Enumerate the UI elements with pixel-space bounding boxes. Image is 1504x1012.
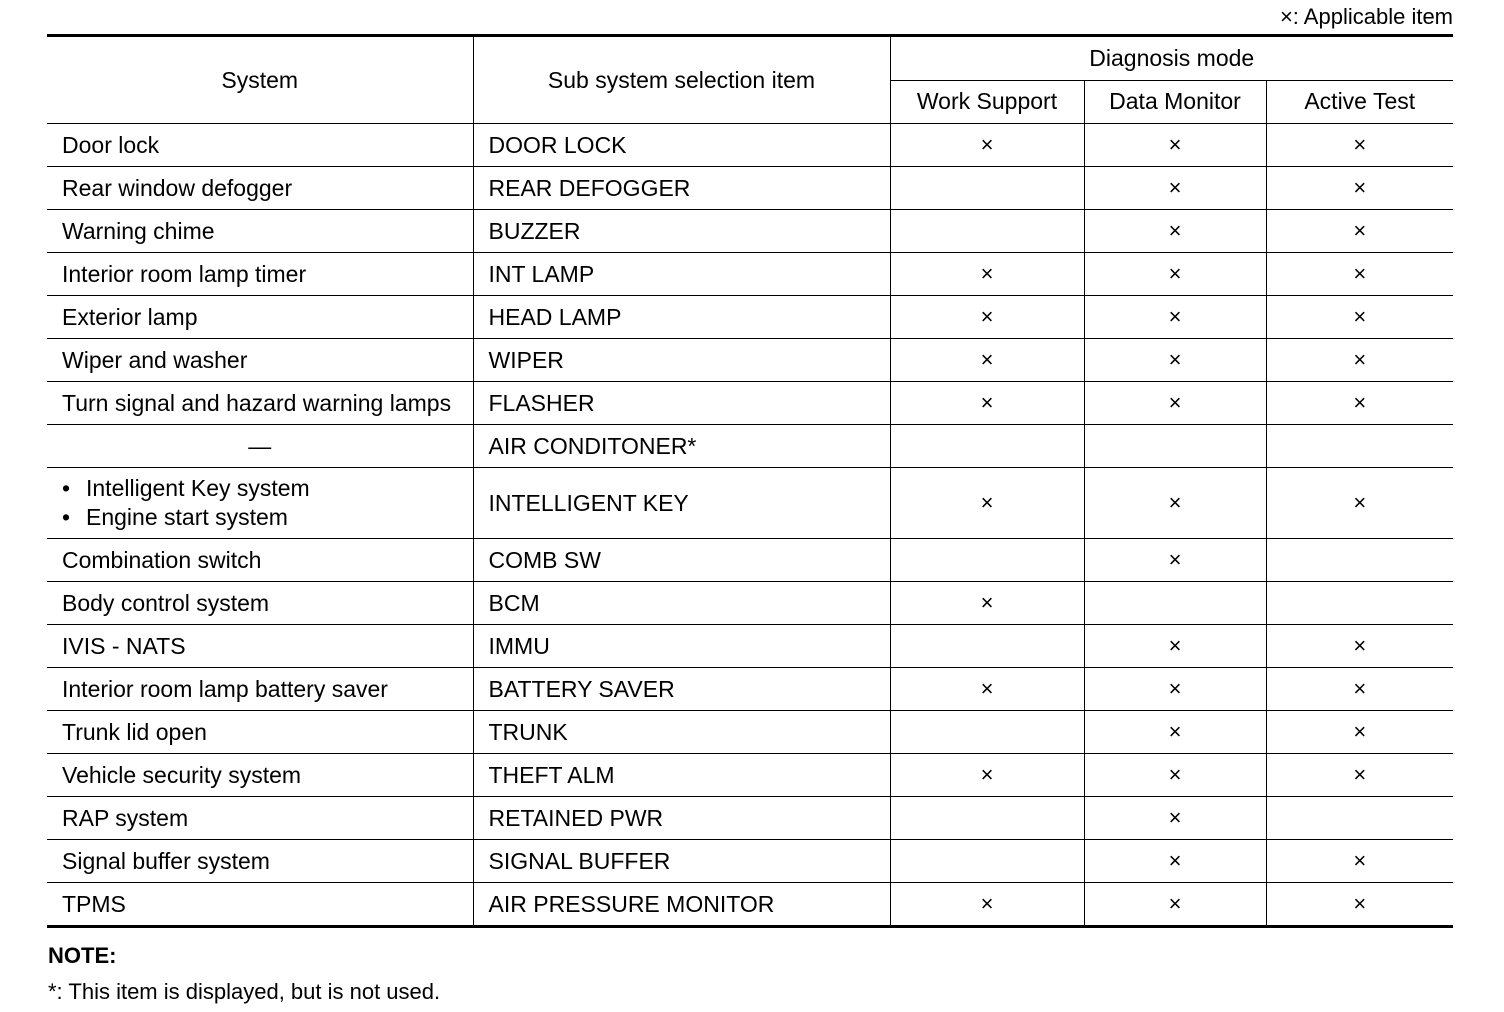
cell-system: TPMS xyxy=(47,883,473,927)
cell-active-test: × xyxy=(1266,625,1453,668)
cell-data-monitor: × xyxy=(1084,754,1266,797)
cell-sub-system: TRUNK xyxy=(473,711,890,754)
cell-data-monitor: × xyxy=(1084,124,1266,167)
cell-sub-system: WIPER xyxy=(473,339,890,382)
note-title: NOTE: xyxy=(48,943,117,968)
cell-sub-system: BATTERY SAVER xyxy=(473,668,890,711)
table-row xyxy=(47,382,1453,425)
cell-system: Warning chime xyxy=(47,210,473,253)
cell-work-support xyxy=(890,711,1084,754)
table-row xyxy=(47,167,1453,210)
header-work-support: Work Support xyxy=(890,80,1084,124)
cell-system: Interior room lamp timer xyxy=(47,253,473,296)
cell-work-support: × xyxy=(890,253,1084,296)
cell-work-support: × xyxy=(890,124,1084,167)
cell-system: Exterior lamp xyxy=(47,296,473,339)
cell-work-support: × xyxy=(890,296,1084,339)
cell-work-support: × xyxy=(890,382,1084,425)
cell-work-support: × xyxy=(890,582,1084,625)
cell-data-monitor xyxy=(1084,582,1266,625)
cell-system: Interior room lamp battery saver xyxy=(47,668,473,711)
header-system: System xyxy=(47,36,473,124)
diagnosis-table xyxy=(47,34,1453,928)
cell-work-support xyxy=(890,840,1084,883)
cell-work-support xyxy=(890,425,1084,468)
cell-system: Signal buffer system xyxy=(47,840,473,883)
table-row xyxy=(47,883,1453,927)
header-active-test: Active Test xyxy=(1266,80,1453,124)
cell-data-monitor: × xyxy=(1084,167,1266,210)
cell-active-test xyxy=(1266,539,1453,582)
cell-active-test xyxy=(1266,582,1453,625)
table-row xyxy=(47,797,1453,840)
header-diagnosis-mode: Diagnosis mode xyxy=(890,36,1453,81)
cell-system: Vehicle security system xyxy=(47,754,473,797)
table-row xyxy=(47,253,1453,296)
cell-sub-system: AIR CONDITONER* xyxy=(473,425,890,468)
header-data-monitor: Data Monitor xyxy=(1084,80,1266,124)
table-body xyxy=(47,124,1453,927)
cell-sub-system: DOOR LOCK xyxy=(473,124,890,167)
cell-data-monitor: × xyxy=(1084,382,1266,425)
cell-system: Door lock xyxy=(47,124,473,167)
cell-sub-system: AIR PRESSURE MONITOR xyxy=(473,883,890,927)
cell-data-monitor: × xyxy=(1084,668,1266,711)
cell-data-monitor: × xyxy=(1084,625,1266,668)
cell-sub-system: COMB SW xyxy=(473,539,890,582)
table-row xyxy=(47,625,1453,668)
table-row xyxy=(47,210,1453,253)
cell-work-support: × xyxy=(890,668,1084,711)
cell-work-support xyxy=(890,797,1084,840)
cell-work-support: × xyxy=(890,468,1084,539)
cell-system: Body control system xyxy=(47,582,473,625)
table-row xyxy=(47,296,1453,339)
cell-sub-system: FLASHER xyxy=(473,382,890,425)
cell-data-monitor: × xyxy=(1084,296,1266,339)
table-row xyxy=(47,582,1453,625)
cell-system: Wiper and washer xyxy=(47,339,473,382)
cell-sub-system: INT LAMP xyxy=(473,253,890,296)
cell-system: IVIS - NATS xyxy=(47,625,473,668)
cell-active-test: × xyxy=(1266,754,1453,797)
cell-data-monitor: × xyxy=(1084,253,1266,296)
cell-active-test: × xyxy=(1266,382,1453,425)
cell-data-monitor: × xyxy=(1084,840,1266,883)
cell-sub-system: REAR DEFOGGER xyxy=(473,167,890,210)
header-row xyxy=(47,36,1453,81)
cell-active-test: × xyxy=(1266,711,1453,754)
cell-data-monitor: × xyxy=(1084,339,1266,382)
table-row xyxy=(47,339,1453,382)
cell-data-monitor: × xyxy=(1084,468,1266,539)
cell-data-monitor: × xyxy=(1084,711,1266,754)
cell-system: Turn signal and hazard warning lamps xyxy=(47,382,473,425)
cell-work-support xyxy=(890,625,1084,668)
cell-active-test: × xyxy=(1266,253,1453,296)
cell-active-test xyxy=(1266,425,1453,468)
table-row xyxy=(47,840,1453,883)
cell-system: Trunk lid open xyxy=(47,711,473,754)
cell-active-test: × xyxy=(1266,668,1453,711)
cell-system: — xyxy=(47,425,473,468)
cell-active-test: × xyxy=(1266,468,1453,539)
table-header xyxy=(47,36,1453,124)
cell-active-test: × xyxy=(1266,883,1453,927)
table-row xyxy=(47,711,1453,754)
table-row xyxy=(47,539,1453,582)
header-sub-system: Sub system selection item xyxy=(473,36,890,124)
cell-sub-system: HEAD LAMP xyxy=(473,296,890,339)
cell-active-test: × xyxy=(1266,296,1453,339)
table-row xyxy=(47,124,1453,167)
system-list xyxy=(62,474,473,532)
cell-sub-system: BUZZER xyxy=(473,210,890,253)
cell-sub-system: THEFT ALM xyxy=(473,754,890,797)
table-row xyxy=(47,668,1453,711)
cell-active-test xyxy=(1266,797,1453,840)
cell-work-support xyxy=(890,210,1084,253)
cell-data-monitor: × xyxy=(1084,883,1266,927)
cell-active-test: × xyxy=(1266,210,1453,253)
cell-sub-system: RETAINED PWR xyxy=(473,797,890,840)
cell-system: Combination switch xyxy=(47,539,473,582)
table-row xyxy=(47,468,1453,539)
note xyxy=(48,938,440,1010)
table-row xyxy=(47,425,1453,468)
cell-sub-system: IMMU xyxy=(473,625,890,668)
cell-work-support xyxy=(890,539,1084,582)
cell-work-support: × xyxy=(890,754,1084,797)
cell-data-monitor xyxy=(1084,425,1266,468)
cell-work-support: × xyxy=(890,339,1084,382)
cell-work-support xyxy=(890,167,1084,210)
note-text: *: This item is displayed, but is not used. xyxy=(48,979,441,1004)
cell-data-monitor: × xyxy=(1084,210,1266,253)
cell-system xyxy=(47,468,473,539)
cell-sub-system: BCM xyxy=(473,582,890,625)
cell-data-monitor: × xyxy=(1084,539,1266,582)
cell-system: Rear window defogger xyxy=(47,167,473,210)
cell-sub-system: INTELLIGENT KEY xyxy=(473,468,890,539)
cell-system: RAP system xyxy=(47,797,473,840)
table-row xyxy=(47,754,1453,797)
system-list-item: • Intelligent Key system xyxy=(62,474,473,503)
cell-sub-system: SIGNAL BUFFER xyxy=(473,840,890,883)
system-list-item: • Engine start system xyxy=(62,503,473,532)
cell-active-test: × xyxy=(1266,840,1453,883)
cell-active-test: × xyxy=(1266,167,1453,210)
cell-work-support: × xyxy=(890,883,1084,927)
cell-active-test: × xyxy=(1266,124,1453,167)
cell-active-test: × xyxy=(1266,339,1453,382)
legend: ×: Applicable item xyxy=(1279,4,1453,29)
cell-data-monitor: × xyxy=(1084,797,1266,840)
